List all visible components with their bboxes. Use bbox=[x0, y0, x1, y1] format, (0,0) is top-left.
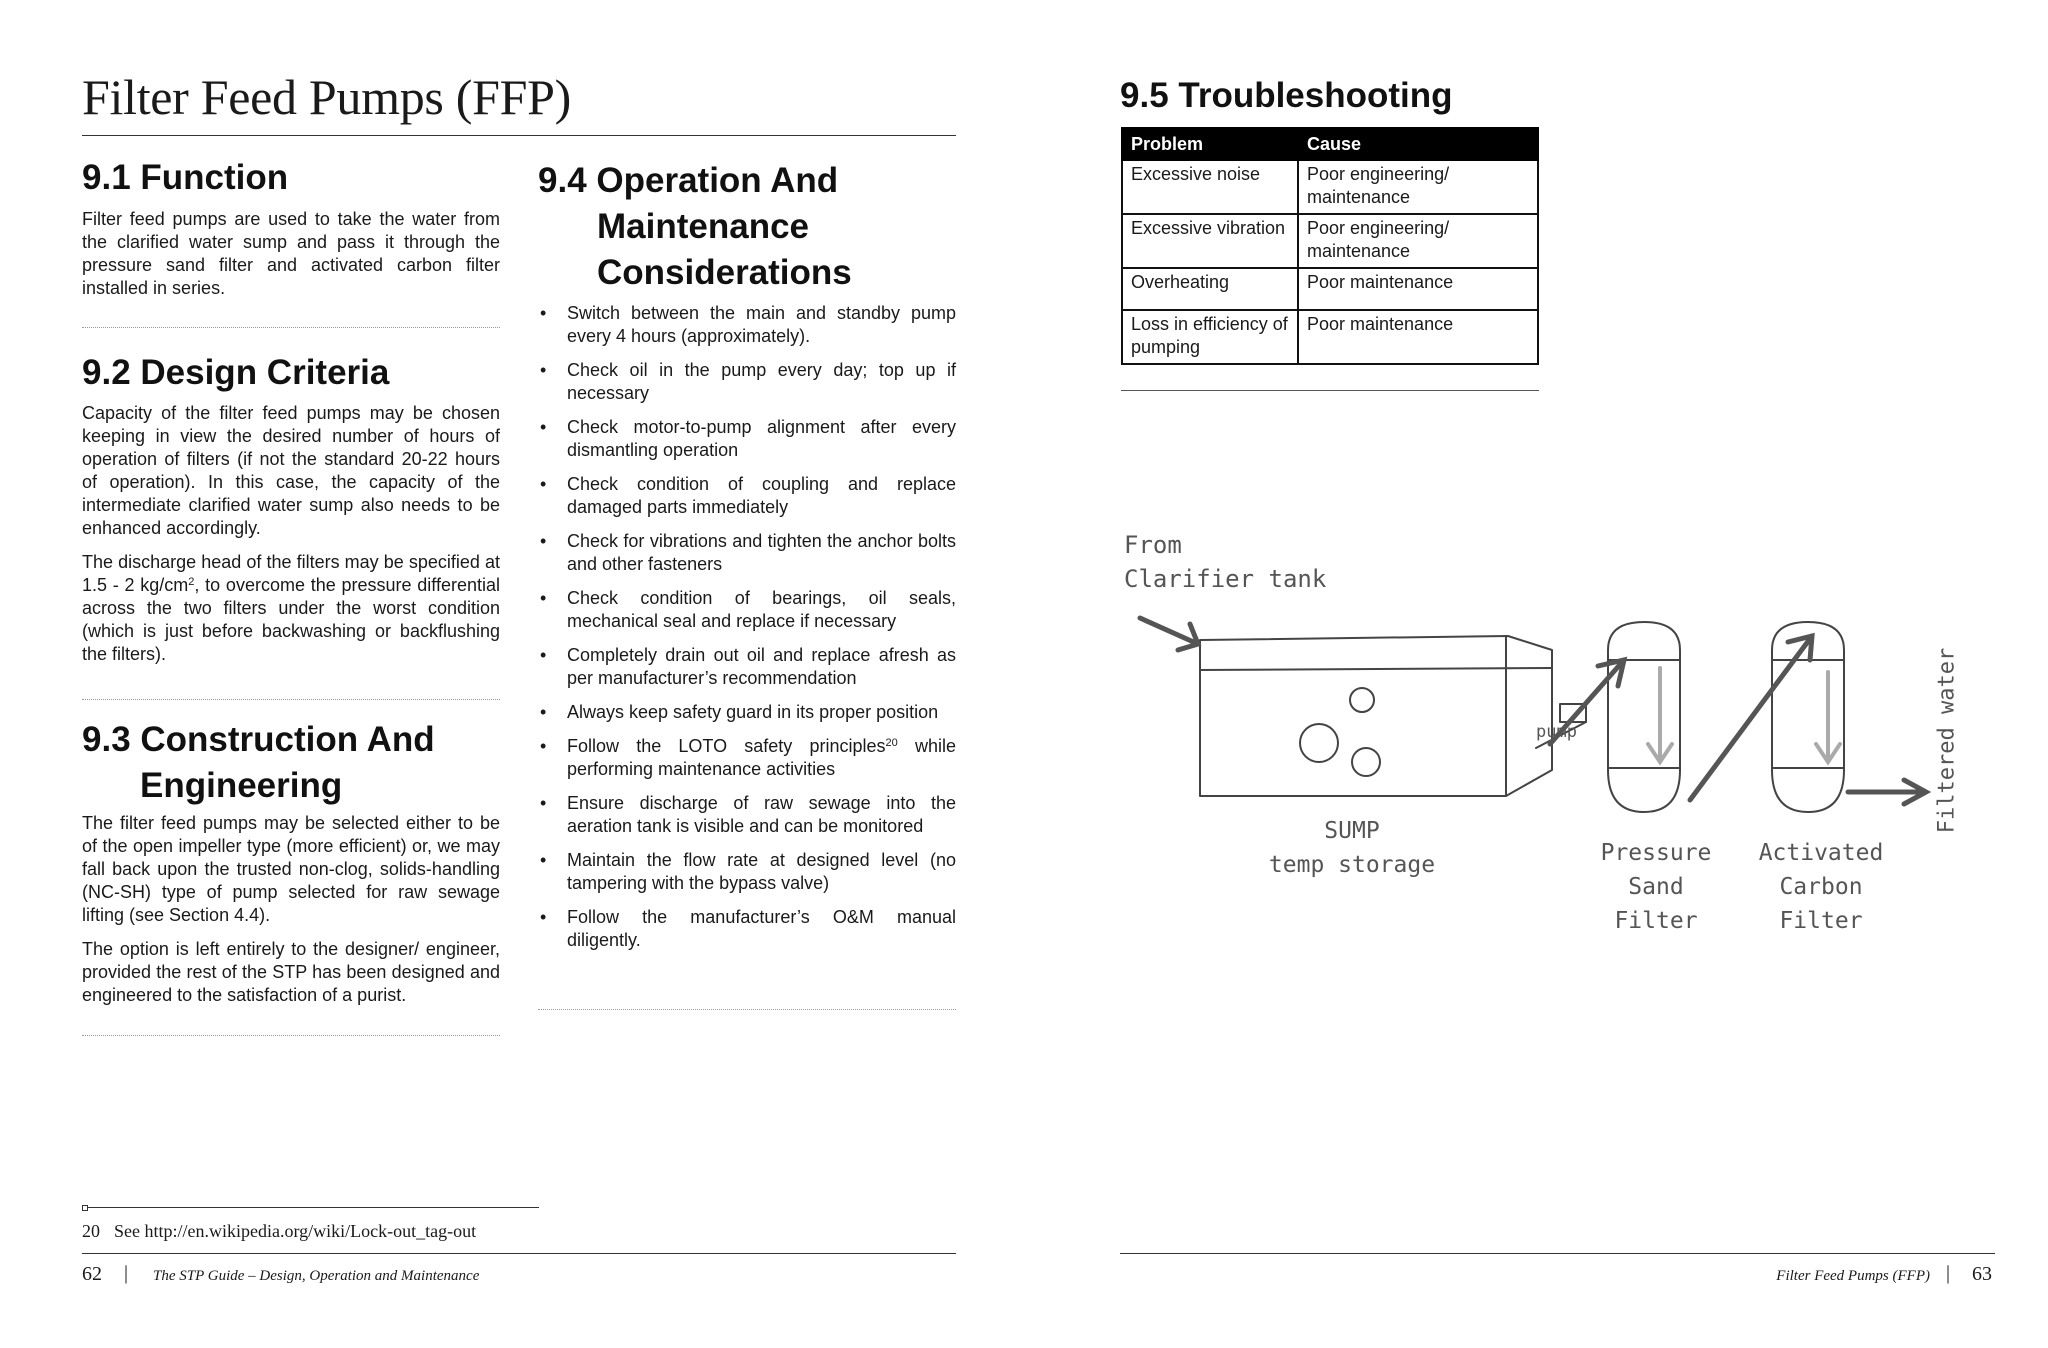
sump-tank-top-edge bbox=[1200, 668, 1552, 670]
table-cell: Overheating bbox=[1122, 268, 1298, 310]
section-9-3 bbox=[82, 717, 500, 1007]
section-paragraph: The discharge head of the filters may be specified at 1.5 - 2 $kg/cm^2$, to overcome the pressure differential across the two filters under the worst condition (which is just before backwashing or backflushing the filters). bbox=[82, 552, 500, 664]
section-heading: 9.2 Design Criteria bbox=[82, 353, 390, 392]
table-cell: Excessive vibration bbox=[1122, 214, 1298, 268]
section-heading: 9.5 Troubleshooting bbox=[1120, 76, 1453, 115]
activated-carbon-filter-label: Activated Carbon Filter bbox=[1758, 840, 1884, 934]
table-cell: Poor engineering/ maintenance bbox=[1298, 160, 1538, 214]
table-row bbox=[1122, 214, 1538, 268]
pump-label: pump bbox=[1536, 722, 1577, 742]
section-9-2 bbox=[82, 350, 500, 666]
list-item: • Switch between the main and standby pump every 4 hours (approximately). bbox=[538, 302, 956, 348]
table-cell: Loss in efficiency of pumping bbox=[1122, 310, 1298, 364]
page-number: 63 bbox=[1972, 1263, 1992, 1285]
table-row bbox=[1122, 268, 1538, 310]
table-row bbox=[1122, 160, 1538, 214]
sump-label: SUMP temp storage bbox=[1268, 818, 1436, 878]
bubble-icon bbox=[1300, 724, 1338, 762]
page-number: 62 bbox=[82, 1263, 102, 1285]
section-paragraph: Capacity of the filter feed pumps may be chosen keeping in view the desired number of hours of operation of filters (if not the standard 20-22 hours of operation). In this case, the capacity of the intermediate clarified water sump also needs to be enhanced accordingly. bbox=[82, 403, 500, 538]
list-item: • Follow the LOTO safety principles$^{20}$ while performing maintenance activities bbox=[538, 735, 956, 781]
filter-to-filter-arrow-icon bbox=[1690, 636, 1812, 800]
section-divider bbox=[82, 327, 500, 328]
activated-carbon-filter-vessel bbox=[1772, 622, 1844, 812]
section-9-5 bbox=[1120, 73, 1453, 119]
section-9-1 bbox=[82, 155, 500, 300]
section-divider bbox=[1121, 390, 1539, 391]
footer-separator: | bbox=[124, 1262, 129, 1284]
list-item: • Check for vibrations and tighten the anchor bolts and other fasteners bbox=[538, 530, 956, 576]
footer-separator: | bbox=[1946, 1262, 1951, 1284]
list-item: • Completely drain out oil and replace afresh as per manufacturer’s recommendation bbox=[538, 644, 956, 690]
maintenance-list bbox=[538, 302, 956, 952]
section-paragraph: The filter feed pumps may be selected either to be of the open impeller type (more efficient) or, we may fall back upon the trusted non-clog, solids-handling (NC-SH) type of pump selected for raw sewage lifting (see Section 4.4). bbox=[82, 813, 500, 925]
list-item: • Always keep safety guard in its proper position bbox=[538, 701, 956, 724]
table-cell: Excessive noise bbox=[1122, 160, 1298, 214]
list-item: • Check motor-to-pump alignment after every dismantling operation bbox=[538, 416, 956, 462]
filtered-water-label: Filtered water bbox=[1934, 647, 1960, 834]
section-heading: 9.1 Function bbox=[82, 158, 289, 197]
footnote-link[interactable]: See http://en.wikipedia.org/wiki/Lock-out_tag-out bbox=[114, 1221, 477, 1241]
footnote-rule-marker bbox=[82, 1205, 88, 1211]
inlet-label: From Clarifier tank bbox=[1124, 531, 1327, 593]
footnote-rule bbox=[82, 1207, 539, 1208]
section-divider bbox=[538, 1009, 956, 1010]
table-header bbox=[1122, 128, 1538, 160]
section-heading: 9.3 Construction And Engineering bbox=[82, 720, 435, 805]
table-cell: Poor engineering/ maintenance bbox=[1298, 214, 1538, 268]
list-item: • Maintain the flow rate at designed level (no tampering with the bypass valve) bbox=[538, 849, 956, 895]
section-divider bbox=[82, 1035, 500, 1036]
section-9-4 bbox=[538, 158, 956, 963]
title-rule bbox=[82, 135, 956, 136]
table-cell: Poor maintenance bbox=[1298, 268, 1538, 310]
list-item: • Check condition of coupling and replace damaged parts immediately bbox=[538, 473, 956, 519]
section-heading: 9.4 Operation And Maintenance Considerations bbox=[538, 161, 852, 292]
troubleshooting-table bbox=[1121, 127, 1539, 365]
down-flow-arrow-icon bbox=[1648, 668, 1672, 762]
footnote-ref[interactable]: 20 bbox=[885, 737, 898, 749]
page-title: Filter Feed Pumps (FFP) bbox=[82, 69, 571, 125]
column-header: Cause bbox=[1298, 128, 1538, 160]
column-header: Problem bbox=[1122, 128, 1298, 160]
pressure-sand-filter-vessel bbox=[1608, 622, 1680, 812]
bubble-icon bbox=[1352, 748, 1380, 776]
list-item: • Ensure discharge of raw sewage into the aeration tank is visible and can be monitored bbox=[538, 792, 956, 838]
running-title: Filter Feed Pumps (FFP) bbox=[1776, 1268, 1930, 1284]
table-cell: Poor maintenance bbox=[1298, 310, 1538, 364]
section-paragraph: Filter feed pumps are used to take the water from the clarified water sump and pass it through the pressure sand filter and activated carbon filter installed in series. bbox=[82, 209, 500, 298]
list-item: • Check condition of bearings, oil seals, mechanical seal and replace if necessary bbox=[538, 587, 956, 633]
footnote: 20 See http://en.wikipedia.org/wiki/Lock-out_tag-out bbox=[82, 1221, 477, 1241]
footer-rule bbox=[82, 1253, 956, 1254]
book-title: The STP Guide – Design, Operation and Maintenance bbox=[153, 1268, 480, 1284]
section-paragraph: The option is left entirely to the designer/ engineer, provided the rest of the STP has been designed and engineered to the satisfaction of a purist. bbox=[82, 939, 500, 1005]
table-row bbox=[1122, 310, 1538, 364]
list-item: • Follow the manufacturer’s O&M manual diligently. bbox=[538, 906, 956, 952]
section-divider bbox=[82, 699, 500, 700]
list-item: • Check oil in the pump every day; top up if necessary bbox=[538, 359, 956, 405]
pressure-sand-filter-label: Pressure Sand Filter bbox=[1600, 840, 1712, 934]
bubble-icon bbox=[1350, 688, 1374, 712]
down-flow-arrow-icon bbox=[1816, 672, 1840, 762]
footer-rule bbox=[1120, 1253, 1995, 1254]
